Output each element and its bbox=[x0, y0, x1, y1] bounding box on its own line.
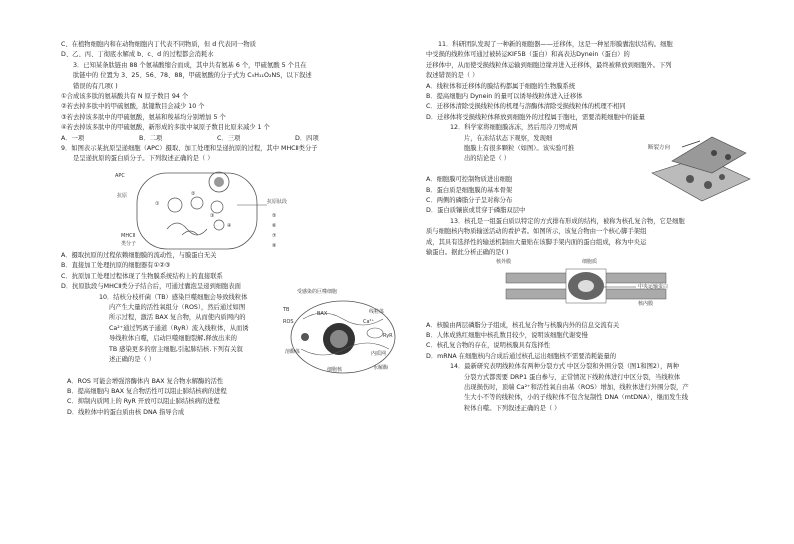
q11-stem-2: 中受损的线粒体可通过被转运KIF5B（蛋白）和高表达Dynein（蛋白）的 bbox=[426, 51, 630, 59]
antigen-label: 抗原 bbox=[117, 192, 128, 199]
step-3: ③ bbox=[210, 212, 215, 219]
q8-option-b: B．二项 bbox=[139, 134, 163, 142]
outer-membrane-label: 核外膜 bbox=[496, 258, 512, 265]
figure-apc bbox=[107, 165, 407, 251]
nucleus-label: 细胞核 bbox=[327, 366, 343, 373]
q8-item-4: ④若去掉该多肽中的甲硫氨酸，新形成的多肽中氧原子数目比原来减少 1 个 bbox=[61, 124, 270, 132]
step-8: ⑧ bbox=[272, 242, 277, 249]
step-4: ④ bbox=[227, 222, 232, 229]
q12-stem-2: 片，在冻结状态下观察，发现细 bbox=[464, 134, 553, 142]
q8-stem-2: 肽链中的 位置为 3、25、56、78、88，甲硫氨酸的分子式为 C₅H₁₁O₂NS，以下叙述 bbox=[73, 72, 312, 80]
q9-option-d: D．抗原肽段与MHCⅡ类分子结合后，可通过囊泡呈递到细胞表面 bbox=[61, 283, 241, 291]
lysosome-label: 溶酶体 bbox=[285, 348, 301, 355]
q10-stem-3: 所示过程，激活 BAX 复合物，从而使内质网内的 bbox=[109, 314, 246, 322]
q9-option-a: A．摄取抗原的过程依赖细胞膜的流动性，与膜蛋白无关 bbox=[61, 251, 217, 259]
q13-option-c: C．核孔复合物的存在，说明核膜具有选择性 bbox=[426, 342, 551, 350]
q14-stem-4: 生大小不等的线粒体，小的子线粒体不包含复制性 DNA（mtDNA），继而发生线 bbox=[464, 394, 689, 402]
q8-item-1: ①合成该多肽的氨基酸共有 N 原子数目 94 个 bbox=[61, 93, 189, 101]
peptide-label: 抗原肽段 bbox=[267, 198, 288, 205]
q10-option-a: A．ROS 可能会增强溶酶体内 BAX 复合物水解酶的活性 bbox=[67, 377, 224, 385]
ca-label: Ca²⁺ bbox=[363, 318, 375, 325]
q8-option-a: A．一项 bbox=[61, 134, 85, 142]
step-2: ② bbox=[191, 190, 196, 197]
fig10-title: 受感染的巨噬细胞 bbox=[297, 288, 338, 295]
q10-stem-7: 述正确的是（ ） bbox=[109, 355, 156, 363]
q8-stem-3: 错误的有几项( ) bbox=[73, 82, 118, 90]
q11-option-d: D．迁移体将受损线粒体释放到细胞外的过程属于胞吐，需要消耗细胞中的能量 bbox=[426, 113, 645, 121]
step-5: ⑤ bbox=[272, 212, 277, 219]
q10-stem-6: TB 感染更多的宿主细胞,引起肺结核.下列有关叙 bbox=[109, 345, 243, 353]
mhc-label-2: 类分子 bbox=[121, 240, 137, 247]
central-transport-label: 中央运输蛋白 bbox=[638, 283, 669, 290]
bax-label: BAX bbox=[317, 310, 328, 317]
q10-stem-2: 内产生大量的活性氧组分（ROS），然后通过如图 bbox=[109, 303, 246, 311]
q11-stem-3: 迁移体中，从而使受损线粒体运输到细胞边缘并进入迁移体，最终被释放到细胞外。下列 bbox=[426, 61, 672, 69]
q7-option-d: D、乙、丙、丁彻底水解成 b、c、d 的过程都会消耗水 bbox=[61, 51, 214, 59]
er-label: 内质网 bbox=[371, 350, 387, 357]
q13-stem-4: 输蛋白。据此分析正确的是( ) bbox=[426, 249, 509, 257]
q12-stem-1: 12．科学家将细胞膜冻冻，然后用冷刀劈成两 bbox=[450, 124, 578, 132]
q12-stem-3: 胞膜上有很多颗粒（如图）。该实验可推 bbox=[464, 145, 575, 153]
q13-option-a: A．核膜由两层磷脂分子组成，核孔复合物与核膜内外的信息交流有关 bbox=[426, 321, 620, 329]
step-7: ⑦ bbox=[272, 232, 277, 239]
q8-item-3: ③若去掉该多肽中的甲硫氨酸，氨基和羧基均分别增加 5 个 bbox=[61, 113, 226, 121]
inner-membrane-label: 核内膜 bbox=[638, 300, 654, 307]
q10-block bbox=[61, 288, 407, 377]
ros-label: ROS bbox=[283, 318, 294, 325]
q10-option-d: D．线粒体中的蛋白质由核 DNA 指导合成 bbox=[67, 408, 185, 416]
q8-options bbox=[61, 134, 407, 144]
ryr-label: RyR bbox=[383, 332, 393, 339]
figure-freeze-fracture bbox=[642, 127, 760, 209]
step-1: ① bbox=[155, 200, 160, 207]
q11-option-c: C．迁移体清除受损线粒体的机理与溶酶体清除受损线粒体的机理不相同 bbox=[426, 103, 626, 111]
figure-macrophage bbox=[283, 289, 403, 377]
q13-stem-3: 成，其具有选择性的输送机制由大量贴在该脚手架内面的蛋白组成，称为中央运 bbox=[426, 238, 647, 246]
q13-stem-1: 13．核孔是一组蛋白质以特定的方式排布形成的结构，被称为核孔复合物，它是细胞 bbox=[450, 217, 685, 225]
q12-option-d: D．蛋白质镶嵌或贯穿于磷脂双层中 bbox=[426, 207, 526, 215]
q8-option-d: D．四项 bbox=[295, 134, 319, 142]
q13-stem-2: 质与细胞核内物质输送活动的看护者。如图所示，该复合物由一个核心脚手架组 bbox=[426, 228, 647, 236]
nuclear-pore-diagram bbox=[496, 259, 706, 321]
mhc-label: MHCⅡ bbox=[121, 232, 136, 239]
q11-option-b: B．提高细胞内 Dynein 的量可以诱导线粒体进入迁移体 bbox=[426, 93, 583, 101]
q11-option-a: A．线粒体和迁移体的膜结构都属于细胞的生物膜系统 bbox=[426, 82, 576, 90]
q11-stem-4: 叙述错误的是（ ） bbox=[426, 72, 479, 80]
q13-option-b: B．人体成熟红细胞中核孔数目较少，说明该细胞代谢变慢 bbox=[426, 331, 588, 339]
q12-block bbox=[426, 123, 772, 175]
q7-option-c: C、在植物细胞内和在动物细胞内丁代表不同物质，但 d 代表同一物质 bbox=[61, 41, 257, 48]
q14-stem-3: 出现损伤时，顶端 Ca²⁺和活性氧自由基（ROS）增加，线粒体进行外围分裂，产 bbox=[464, 383, 689, 391]
q12-option-a: A．细胞膜可控制物质进出细胞 bbox=[426, 176, 513, 184]
freeze-fracture-diagram bbox=[642, 127, 760, 209]
q8-stem-1: 3．已知某条肽链由 88 个氨基酸缩合而成，其中共有氨基 6 个，甲硫氨酸 5 个且在 bbox=[73, 61, 307, 69]
q10-option-c: C．抑制内质网上的 RyR 开放可以阻止肺结核病的进程 bbox=[67, 398, 220, 406]
q8-item-2: ②若去掉多肽中的甲硫氨酸，肽键数目会减少 10 个 bbox=[61, 103, 205, 111]
figure-nuclear-pore bbox=[496, 259, 772, 321]
q10-stem-1: 10．结核分枝杆菌（TB）感染巨噬细胞会导致线粒体 bbox=[99, 293, 248, 301]
hydrolase-label: 水解酶 bbox=[373, 364, 389, 371]
cytoplasm-label: 细胞质 bbox=[582, 258, 598, 265]
q11-stem-1: 11．科研团队发现了一种新的细胞器——迁移体，这是一种星形膜囊泡状结构。细胞 bbox=[438, 41, 673, 48]
apc-label: APC bbox=[115, 172, 125, 179]
q14-stem-1: 14．最新研究表明线粒体有两种分裂方式 中区分裂和外围分裂（图1和图2），两种 bbox=[450, 363, 679, 371]
q9-option-c: C．抗原加工处理过程体现了生物膜系统结构上的直接联系 bbox=[61, 272, 223, 280]
q12-option-c: C．两侧的磷脂分子呈对称分布 bbox=[426, 197, 513, 205]
q9-stem-2: 是呈递抗原的蛋白质分子。下列叙述正确的是（ ） bbox=[73, 155, 214, 163]
left-column bbox=[61, 40, 407, 418]
step-6: ⑥ bbox=[272, 222, 277, 229]
fracture-direction-label: 断裂方向 bbox=[648, 145, 671, 152]
q9-stem-1: 9．如图表示某抗原呈递细胞（APC）摄取、加工处理和呈递抗原的过程，其中 MHCⅡ类分子 bbox=[61, 145, 318, 153]
tb-label: TB bbox=[283, 306, 290, 313]
q10-stem-5: 导线粒体自噬，启动巨噬细胞裂解,释放出来的 bbox=[109, 335, 237, 343]
q14-stem-2: 分裂方式都需要 DRP1 蛋白参与，正常情况下线粒体进行中区分裂，当线粒体 bbox=[464, 373, 681, 381]
q10-option-b: B．提高细胞内 BAX 复合物活性可以阻止肺结核病的进程 bbox=[67, 387, 227, 395]
q12-option-b: B．蛋白质是细胞膜的基本骨架 bbox=[426, 186, 513, 194]
q10-stem-4: Ca²⁺通过钙离子通道（RyR）流入线粒体，从而诱 bbox=[109, 324, 249, 332]
q14-stem-5: 粒体自噬。下列叙述正确的是（ ） bbox=[464, 404, 561, 412]
q9-option-b: B．直接加工处理抗原的细胞器有①②③ bbox=[61, 262, 171, 270]
q13-option-d: D．mRNA 在细胞核内合成后通过核孔运出细胞核不需要消耗能量的 bbox=[426, 352, 617, 360]
q12-stem-4: 出的结论是（ ） bbox=[464, 155, 511, 163]
right-column bbox=[426, 40, 772, 414]
mito-label: 线粒体 bbox=[369, 308, 385, 315]
q8-option-c: C．三项 bbox=[217, 134, 241, 142]
